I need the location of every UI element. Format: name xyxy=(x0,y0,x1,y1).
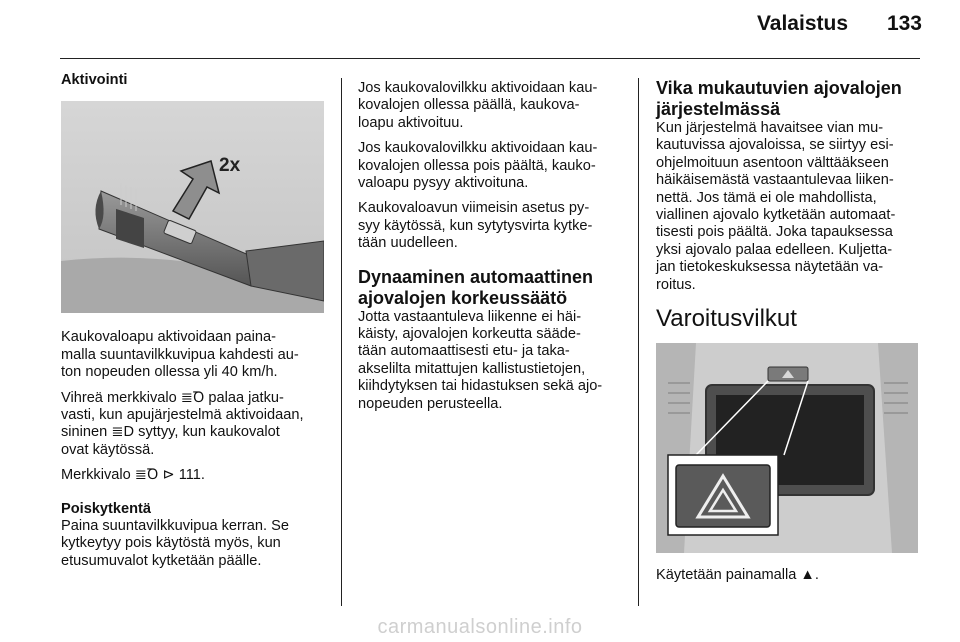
page-number: 133 xyxy=(886,12,922,35)
column-3 xyxy=(656,78,926,593)
heading-aktivointi: Aktivointi xyxy=(61,72,128,88)
hazard-warning-icon: ▲ xyxy=(800,567,815,584)
page-reference-icon: ⊳ xyxy=(162,467,175,484)
page-header-title: Valaistus xyxy=(756,12,848,35)
figure-label-2x: 2x xyxy=(219,155,241,177)
caption: Käytetään painamalla ▲. xyxy=(656,567,819,584)
heading-korkeussaato: Dynaaminen automaattinen ajovalojen korkeussäätö xyxy=(358,266,594,308)
paragraph: Paina suuntavilkkuvipua kerran. Se kytkeytyy pois käytöstä myös, kun etusumuvalot kytketään päälle. xyxy=(61,518,289,569)
hazard-switch-figure xyxy=(656,343,918,553)
column-2 xyxy=(358,80,628,421)
column-1 xyxy=(61,72,329,578)
column-divider-1 xyxy=(341,78,342,606)
section-title-varoitusvilkut: Varoitusvilkut xyxy=(656,305,797,333)
paragraph: Kaukovaloapu aktivoidaan paina- malla suuntavilkkuvipua kahdesti au- ton nopeuden ollessa yli 40 km/h. xyxy=(61,329,299,381)
paragraph: Jos kaukovalovilkku aktivoidaan kau- kovalojen ollessa päällä, kaukova- loapu aktivoituu. xyxy=(358,80,598,131)
paragraph: Merkkivalo ≣Ꝺ ⊳ 111. xyxy=(61,467,205,484)
paragraph: Kun järjestelmä havaitsee vian mu- kautuvissa ajovaloissa, se siirtyy esi- ohjelmoituun asentoon välttääkseen häikäisemästä vastaantulevaa liiken- nettä. Jos tämä ei ole mahdollista, viallinen ajovalo kytketään automaat- tisesti pois päältä. Joka tapauksessa yksi ajovalo palaa edelleen. Kuljetta- jan tietokeskuksessa näytetään va- roitus. xyxy=(656,120,896,293)
column-divider-2 xyxy=(638,78,639,606)
subheading-poiskytkenta: Poiskytkentä xyxy=(61,500,152,517)
blue-indicator-icon: ≣D xyxy=(111,424,135,441)
paragraph: Jotta vastaantuleva liikenne ei häi- käisty, ajovalojen korkeutta sääde- tään automaattisesti etu- ja taka- akselilta mitattujen kallistustietojen, kiihdytyksen tai hidastuksen sekä ajo- nopeuden perusteella. xyxy=(358,308,603,412)
paragraph: Vihreä merkkivalo ≣Ꝺ palaa jatku- vasti, kun apujärjestelmä aktivoidaan, sininen ≣D syttyy, kun kaukovalot ovat käytössä. xyxy=(61,389,304,458)
stalk-figure xyxy=(61,101,324,313)
green-indicator-icon: ≣Ꝺ xyxy=(180,389,205,406)
paragraph: Jos kaukovalovilkku aktivoidaan kau- kovalojen ollessa pois päältä, kauko- valoapu pysyy aktivoituna. xyxy=(358,140,598,192)
heading-vika: Vika mukautuvien ajovalojen järjestelmässä xyxy=(656,78,902,119)
indicator-icon: ≣Ꝺ xyxy=(134,467,159,484)
paragraph: Kaukovaloavun viimeisin asetus py- syy käytössä, kun sytytysvirta kytke- tään uudelleen. xyxy=(358,200,593,252)
header-rule xyxy=(60,58,920,59)
watermark: carmanualsonline.info xyxy=(377,616,583,638)
